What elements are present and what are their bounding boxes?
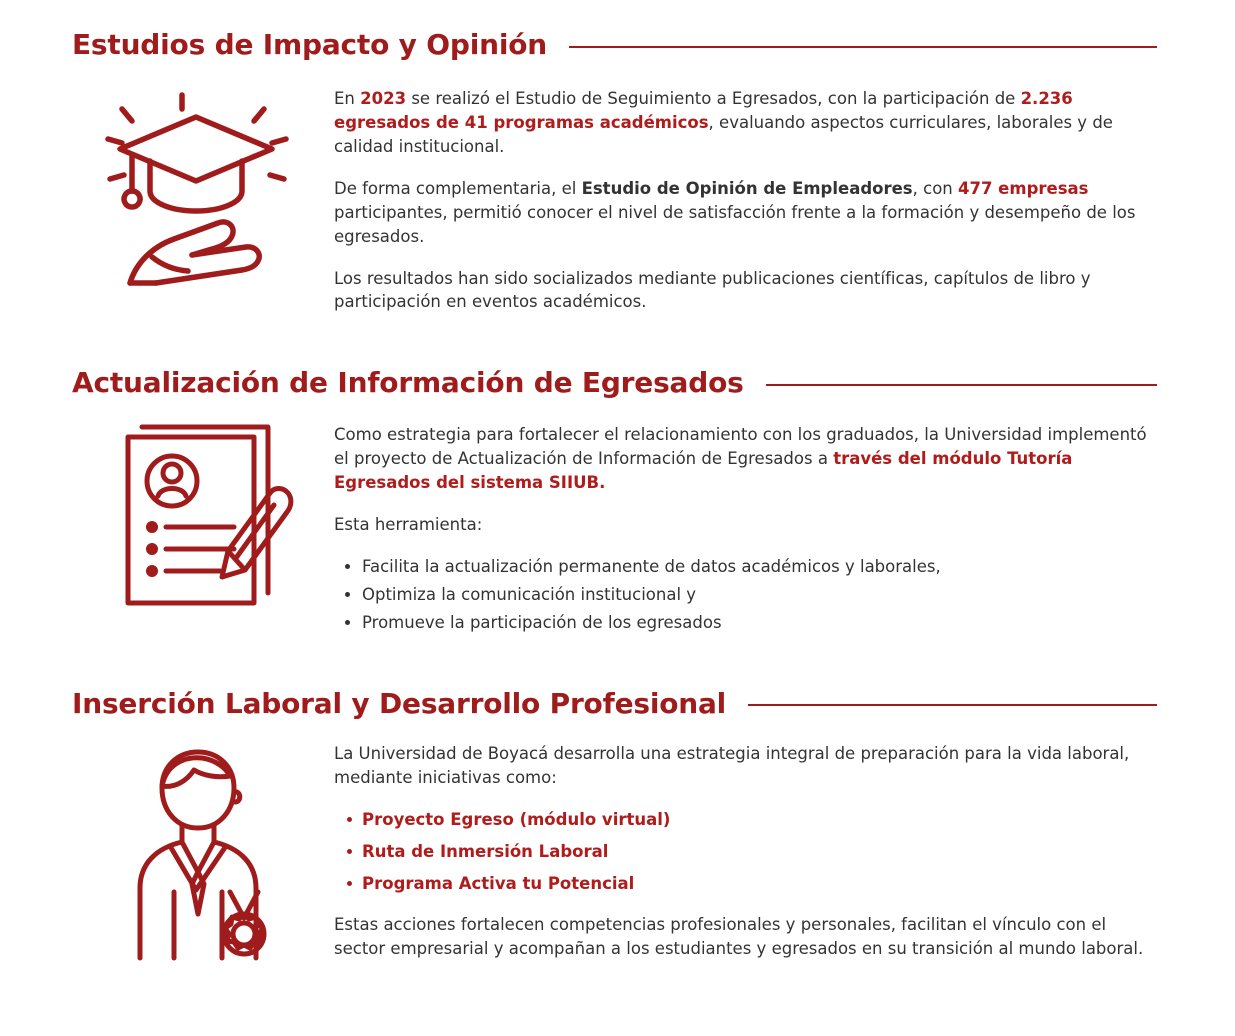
icon-column: [72, 742, 334, 967]
paragraph-1: [334, 87, 1157, 159]
text-column: [334, 87, 1157, 314]
section-title: Estudios de Impacto y Opinión: [72, 28, 548, 61]
p2-lead-in: Esta herramienta:: [334, 515, 483, 535]
p2-bold: Estudio de Opinión de Empleadores: [581, 178, 913, 198]
paragraph-2: [334, 513, 1157, 537]
p2-part-c: participantes, permitió conocer el nivel de satisfacción frente a la formación y desempeño de los egresados.: [334, 202, 1136, 246]
section-heading: [0, 28, 1235, 61]
list-item: Ruta de Inmersión Laboral: [362, 840, 1157, 864]
icon-column: [72, 423, 334, 619]
section-body: [0, 742, 1235, 967]
list-item: Programa Activa tu Potencial: [362, 872, 1157, 896]
p2-highlight: 477 empresas: [958, 178, 1089, 198]
list-item: • Promueve la participación de los egresados: [362, 611, 1157, 635]
bullet-list: [334, 555, 1157, 635]
p1-year: 2023: [360, 89, 407, 108]
section-actualizacion-informacion-egresados: [0, 314, 1235, 638]
p1-part-a: En: [334, 89, 361, 108]
section-title: Inserción Laboral y Desarrollo Profesional: [72, 686, 727, 720]
paragraph-3: Los resultados han sido socializados mediante publicaciones científicas, capítulos de libro y participación en eventos académicos.: [334, 268, 1091, 312]
icon-column: [72, 87, 334, 302]
p2-part-b: , con: [912, 178, 958, 198]
section-estudios-impacto-opinion: [0, 0, 1235, 314]
list-item: • Facilita la actualización permanente de datos académicos y laborales,: [362, 555, 1157, 579]
p1-part-a: Como estrategia para fortalecer el relacionamiento con los graduados, la Universidad implementó el proyecto de Actualización de Información de Egresados a: [334, 425, 1147, 469]
graduate-student-medal-icon: [108, 742, 298, 967]
section-body: [0, 423, 1235, 638]
heading-divider: [748, 704, 1157, 706]
paragraph-1: La Universidad de Boyacá desarrolla una estrategia integral de preparación para la vida laboral, mediante iniciativas como:: [334, 743, 1130, 787]
bullet-list: [334, 808, 1157, 896]
section-heading: [0, 366, 1235, 399]
section-heading: [0, 687, 1235, 720]
list-item: • Optimiza la comunicación institucional y: [362, 583, 1157, 607]
graduation-cap-hand-icon: [96, 87, 311, 302]
section-insercion-laboral-desarrollo-profesional: [0, 639, 1235, 967]
p1-highlight: 2.236 egresados de 41 programas académicos: [334, 89, 1073, 132]
document-pencil-profile-icon: [108, 423, 298, 619]
text-column: [334, 742, 1157, 961]
section-title: Actualización de Información de Egresados: [72, 366, 744, 400]
p1-highlight: través del módulo Tutoría Egresados del sistema SIIUB.: [334, 449, 1073, 493]
paragraph-1: [334, 423, 1157, 495]
p1-part-c: , evaluando aspectos curriculares, laborales y de calidad institucional.: [334, 112, 1113, 156]
paragraph-2: [334, 177, 1157, 249]
section-body: [0, 87, 1235, 314]
heading-divider: [766, 384, 1157, 386]
list-item: Proyecto Egreso (módulo virtual): [362, 808, 1157, 832]
p1-part-b: se realizó el Estudio de Seguimiento a Egresados, con la participación de: [406, 89, 1021, 108]
heading-divider: [569, 46, 1157, 48]
text-column: [334, 423, 1157, 638]
p2-part-a: De forma complementaria, el: [334, 178, 582, 198]
paragraph-2: Estas acciones fortalecen competencias profesionales y personales, facilitan el vínculo con el sector empresarial y acompañan a los estudiantes y egresados en su transición al mundo laboral.: [334, 915, 1144, 959]
